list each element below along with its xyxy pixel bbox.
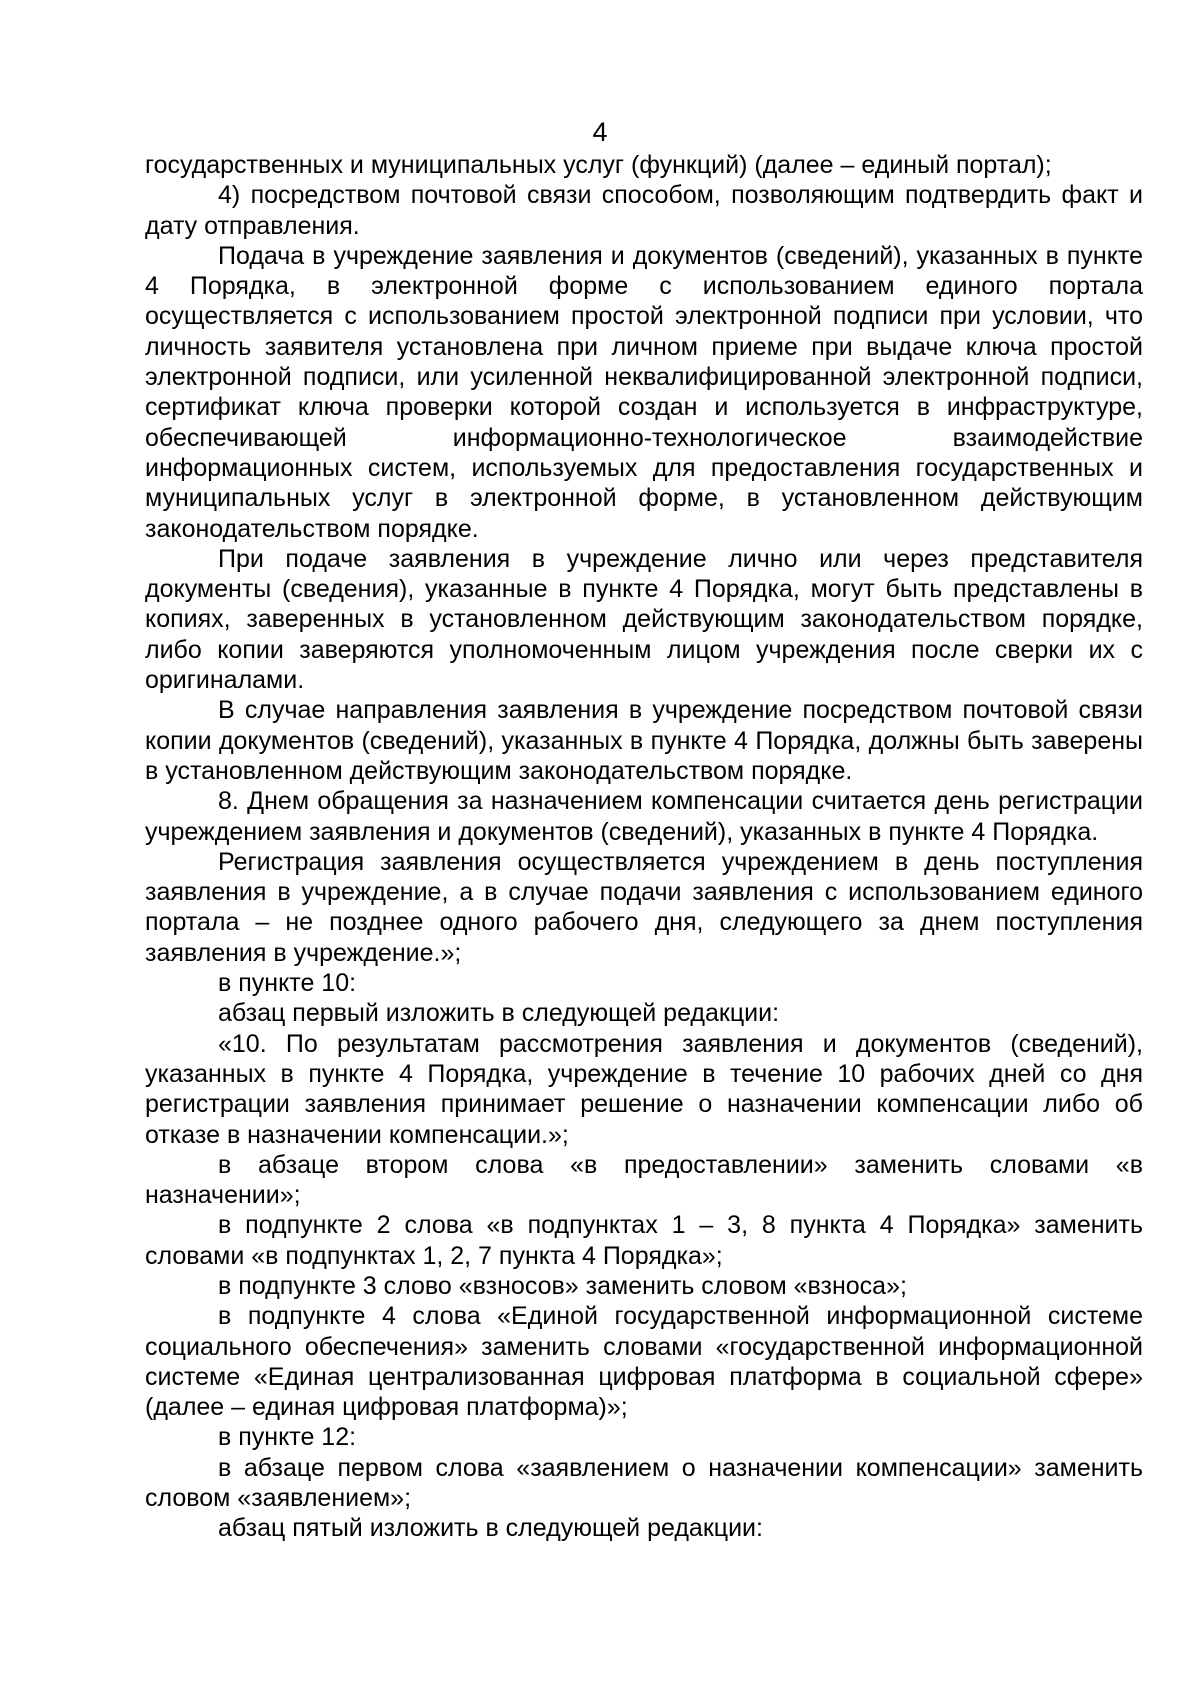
paragraph: Регистрация заявления осуществляется учреждением в день поступления заявления в учреждение, а в случае подачи заявления с использованием единого портала – не позднее одного рабочего дня, следующего за днем поступления заявления в учреждение.»; [145, 847, 1143, 967]
paragraph: абзац первый изложить в следующей редакции: [218, 999, 780, 1028]
paragraph: государственных и муниципальных услуг (функций) (далее – единый портал); [145, 151, 1052, 179]
paragraph: абзац пятый изложить в следующей редакции: [218, 1514, 763, 1543]
page-number: 4 [592, 117, 608, 147]
paragraph: в подпункте 4 слова «Единой государственной информационной системе социального обеспечения» заменить словами «государственной информационной системе «Единая централизованная цифровая платформа в социальной сфере» (далее – единая цифровая платформа)»; [145, 1302, 1143, 1422]
paragraph: При подаче заявления в учреждение лично или через представителя документы (сведения), указанные в пункте 4 Порядка, могут быть представлены в копиях, заверенных в установленном действующим законодательством порядке, либо копии заверяются уполномоченным лицом учреждения после сверки их с оригиналами. [145, 544, 1143, 695]
paragraph: в абзаце первом слова «заявлением о назначении компенсации» заменить словом «заявлением»; [145, 1453, 1143, 1513]
paragraph: в абзаце втором слова «в предоставлении» заменить словами «в назначении»; [145, 1150, 1143, 1210]
document-body [145, 150, 1143, 1544]
paragraph: в подпункте 3 слово «взносов» заменить словом «взноса»; [218, 1271, 907, 1300]
paragraph: в пункте 10: [218, 969, 357, 998]
paragraph: в подпункте 2 слова «в подпунктах 1 – 3, 8 пункта 4 Порядка» заменить словами «в подпунктах 1, 2, 7 пункта 4 Порядка»; [145, 1211, 1143, 1270]
paragraph: в пункте 12: [218, 1423, 357, 1452]
paragraph: В случае направления заявления в учреждение посредством почтовой связи копии документов (сведений), указанных в пункте 4 Порядка, должны быть заверены в установленном действующим законодательством порядке. [145, 696, 1143, 785]
paragraph: 4) посредством почтовой связи способом, позволяющим подтвердить факт и дату отправления. [145, 181, 1143, 240]
paragraph: Подача в учреждение заявления и документов (сведений), указанных в пункте 4 Порядка, в электронной форме с использованием единого портала осуществляется с использованием простой электронной подписи при условии, что личность заявителя установлена при личном приеме при выдаче ключа простой электронной подписи, или усиленной неквалифицированной электронной подписи, сертификат ключа проверки которой создан и используется в инфраструктуре, обеспечивающей информационно-технологическое взаимодействие информационных систем, используемых для предоставления государственных и муниципальных услуг в электронной форме, в установленном действующим законодательством порядке. [145, 241, 1143, 543]
paragraph: 8. Днем обращения за назначением компенсации считается день регистрации учреждением заявления и документов (сведений), указанных в пункте 4 Порядка. [145, 787, 1143, 846]
paragraph: «10. По результатам рассмотрения заявления и документов (сведений), указанных в пункте 4 Порядка, учреждение в течение 10 рабочих дней со дня регистрации заявления принимает решение о назначении компенсации либо об отказе в назначении компенсации.»; [145, 1029, 1143, 1149]
